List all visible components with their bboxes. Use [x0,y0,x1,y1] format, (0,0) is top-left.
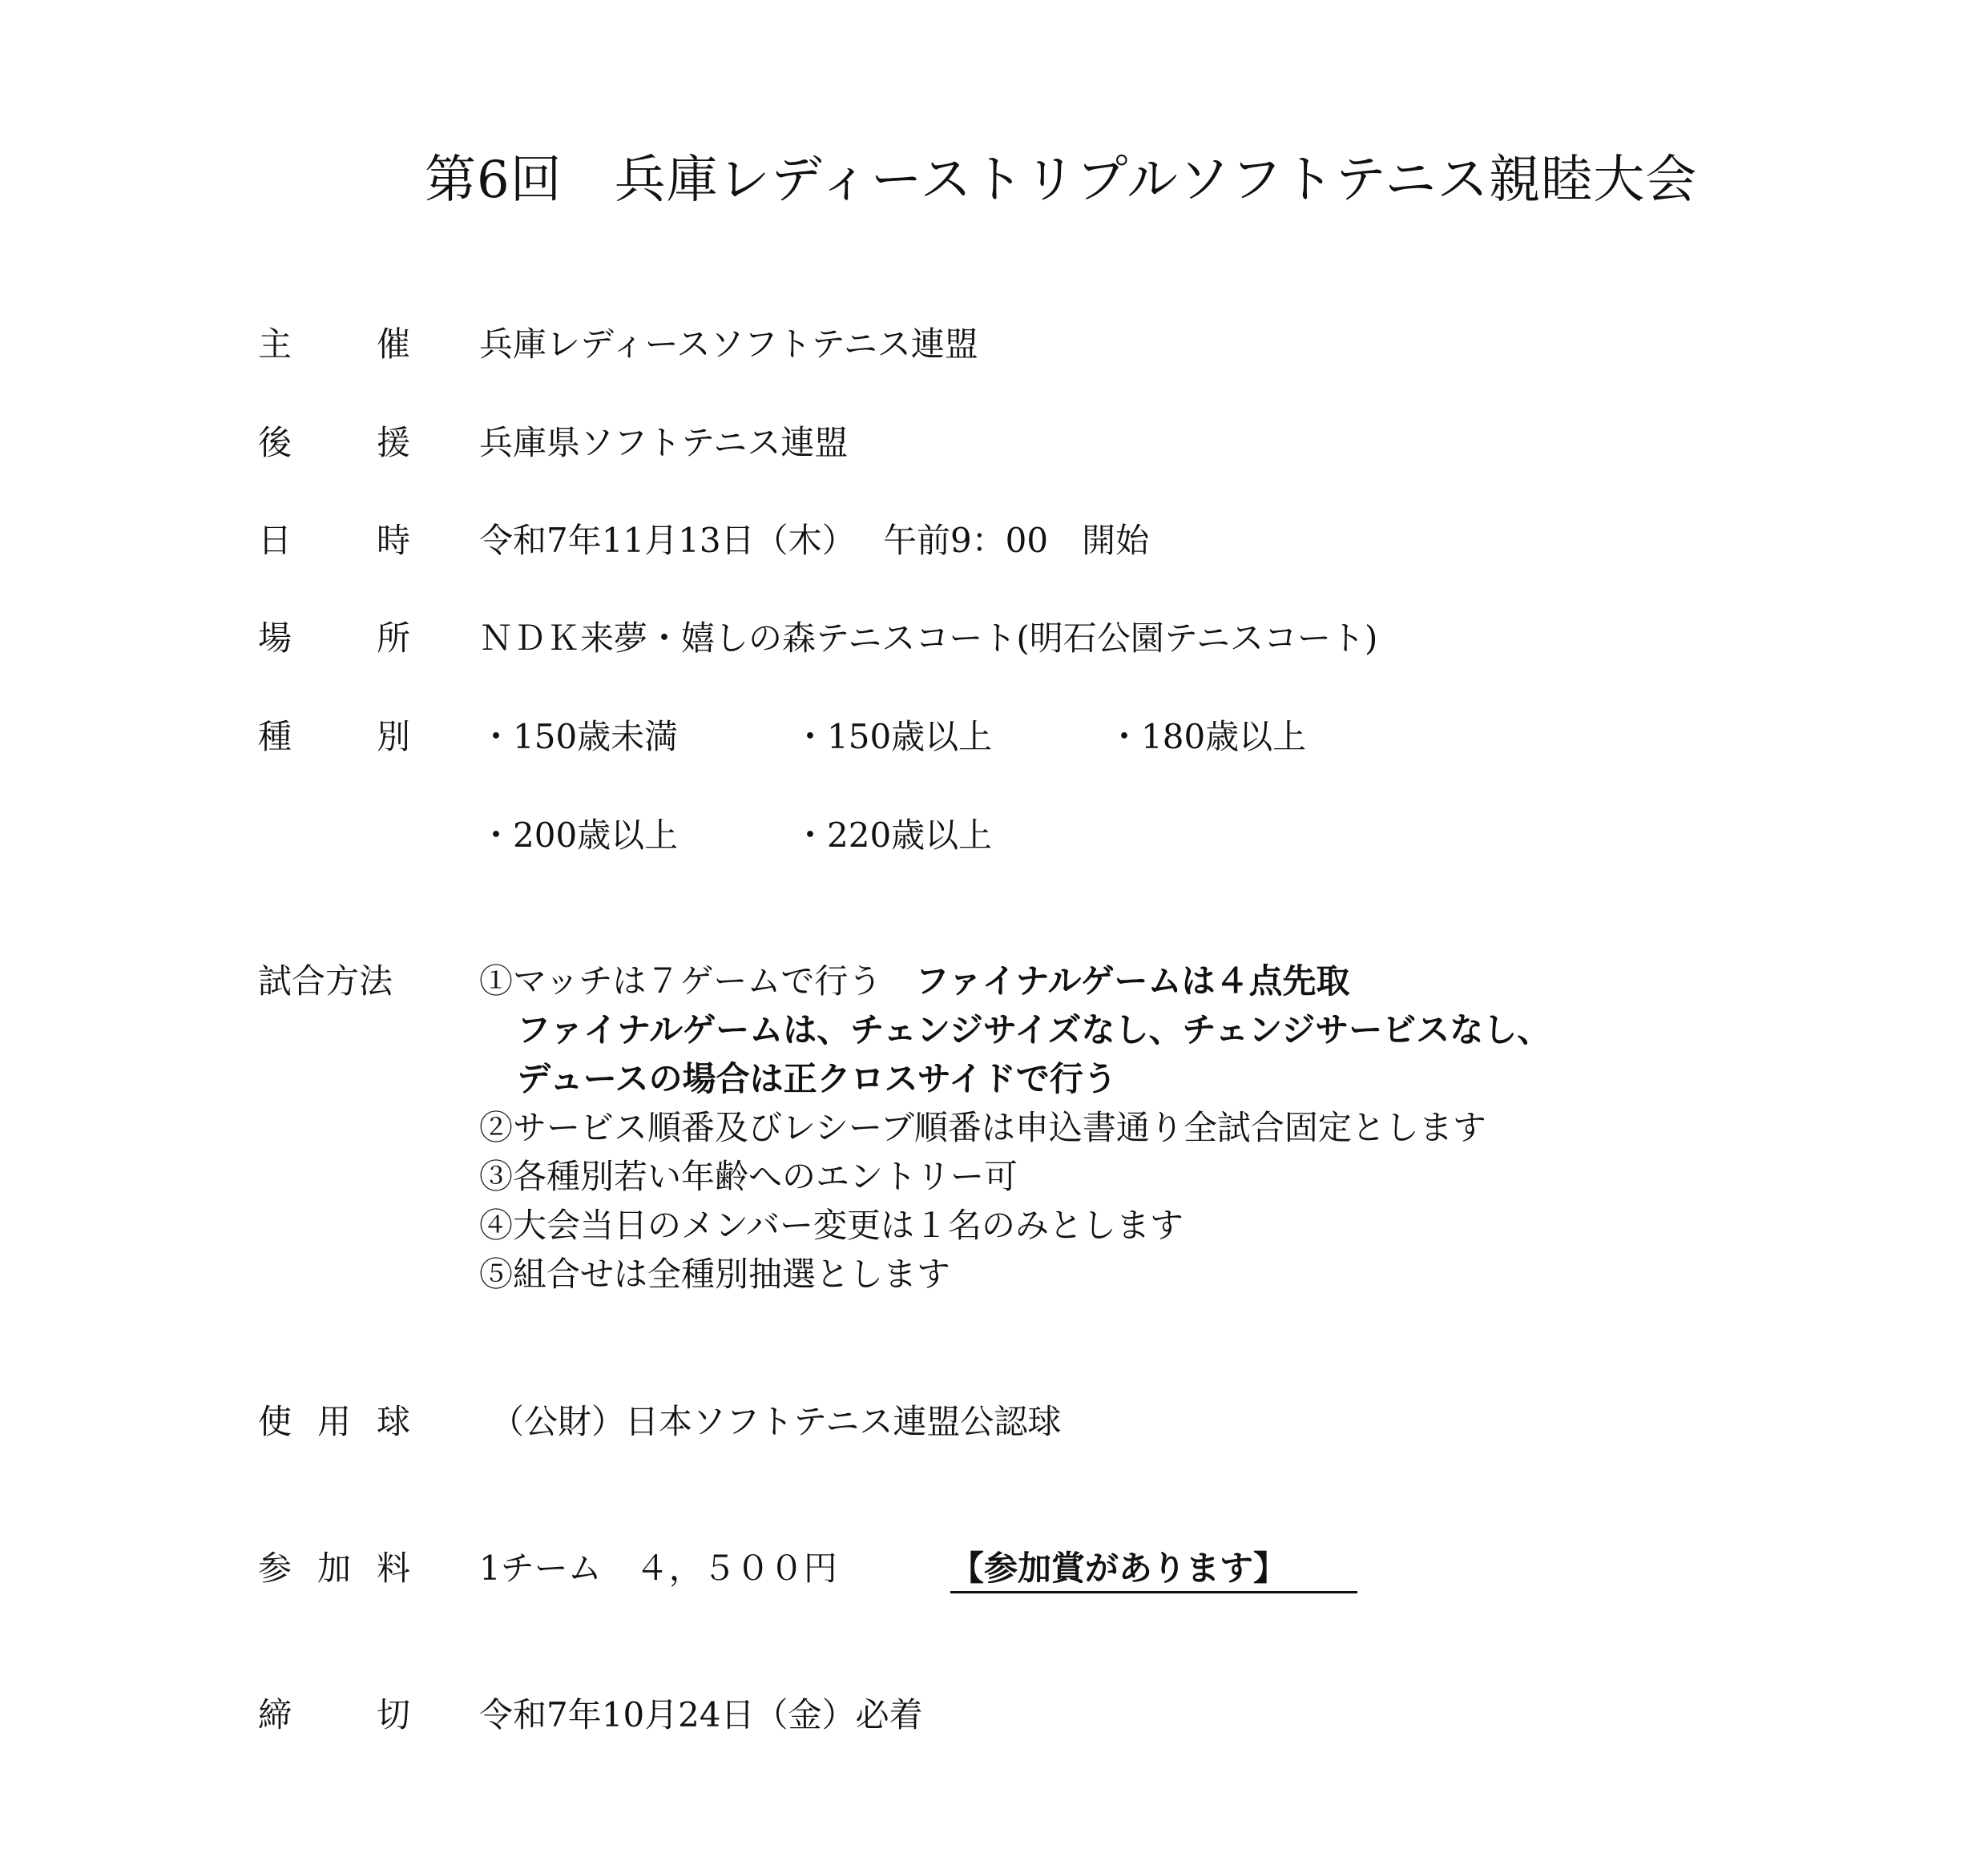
ball-value: （公財）日本ソフトテニス連盟公認球 [490,1402,1062,1441]
match-rule-2: ②サービス順番及びレシーブ順番は申込書通り全試合固定とします [479,1108,1486,1147]
category-item: ・180歳以上 [1107,717,1307,756]
category-item: ・150歳以上 [793,717,993,756]
datetime-value: 令和7年11月13日（木） 午前9：00 開始 [479,521,1150,560]
category-item: ・220歳以上 [793,816,993,855]
match-rule-3: ③各種別若い年齢へのエントリー可 [479,1157,1018,1196]
page-title: 第6回 兵庫レディーストリプルソフトテニス親睦大会 [425,151,1698,210]
fee-label: 参 加 料 [258,1549,410,1588]
category-item: ・150歳未満 [479,717,679,756]
organizer-label: 主 催 [258,324,410,364]
match-method-label: 試合方法 [258,961,393,1001]
match-rule-1-cont-2: デュースの場合は正クロスサイドで行う [517,1059,1117,1098]
match-rule-5: ⑤組合せは全種別抽選とします [479,1255,951,1294]
match-rule-1: ①マッチは７ゲームで行う ファイナルゲームは４点先取 [479,961,1350,1001]
categories-label: 種 別 [258,717,410,756]
fee-note: 【参加賞があります】 [950,1549,1288,1588]
organizer-value: 兵庫レディースソフトテニス連盟 [479,324,978,364]
category-item: ・200歳以上 [479,816,679,855]
deadline-label: 締 切 [258,1695,410,1734]
support-value: 兵庫県ソフトテニス連盟 [479,423,849,462]
match-rule-4: ④大会当日のメンバー変更は１名のみとします [479,1206,1184,1245]
venue-value: ＮＤＫ来夢・嬉しの森テニスコート(明石公園テニスコート) [479,618,1378,658]
ball-label: 使 用 球 [258,1402,410,1441]
support-label: 後 援 [258,423,410,462]
deadline-value: 令和7年10月24日（金）必着 [479,1695,923,1734]
venue-label: 場 所 [258,618,410,658]
fee-value: 1チーム ４，５００円 [479,1549,837,1588]
match-rule-1-emphasis: ファイナルゲームは４点先取 [915,961,1350,1001]
fee-note-underline [950,1591,1357,1593]
match-rule-1-cont-1: ファイナルゲームは、チェンジサイズなし、チェンジサービスなし、 [517,1010,1551,1049]
datetime-label: 日 時 [258,521,410,560]
